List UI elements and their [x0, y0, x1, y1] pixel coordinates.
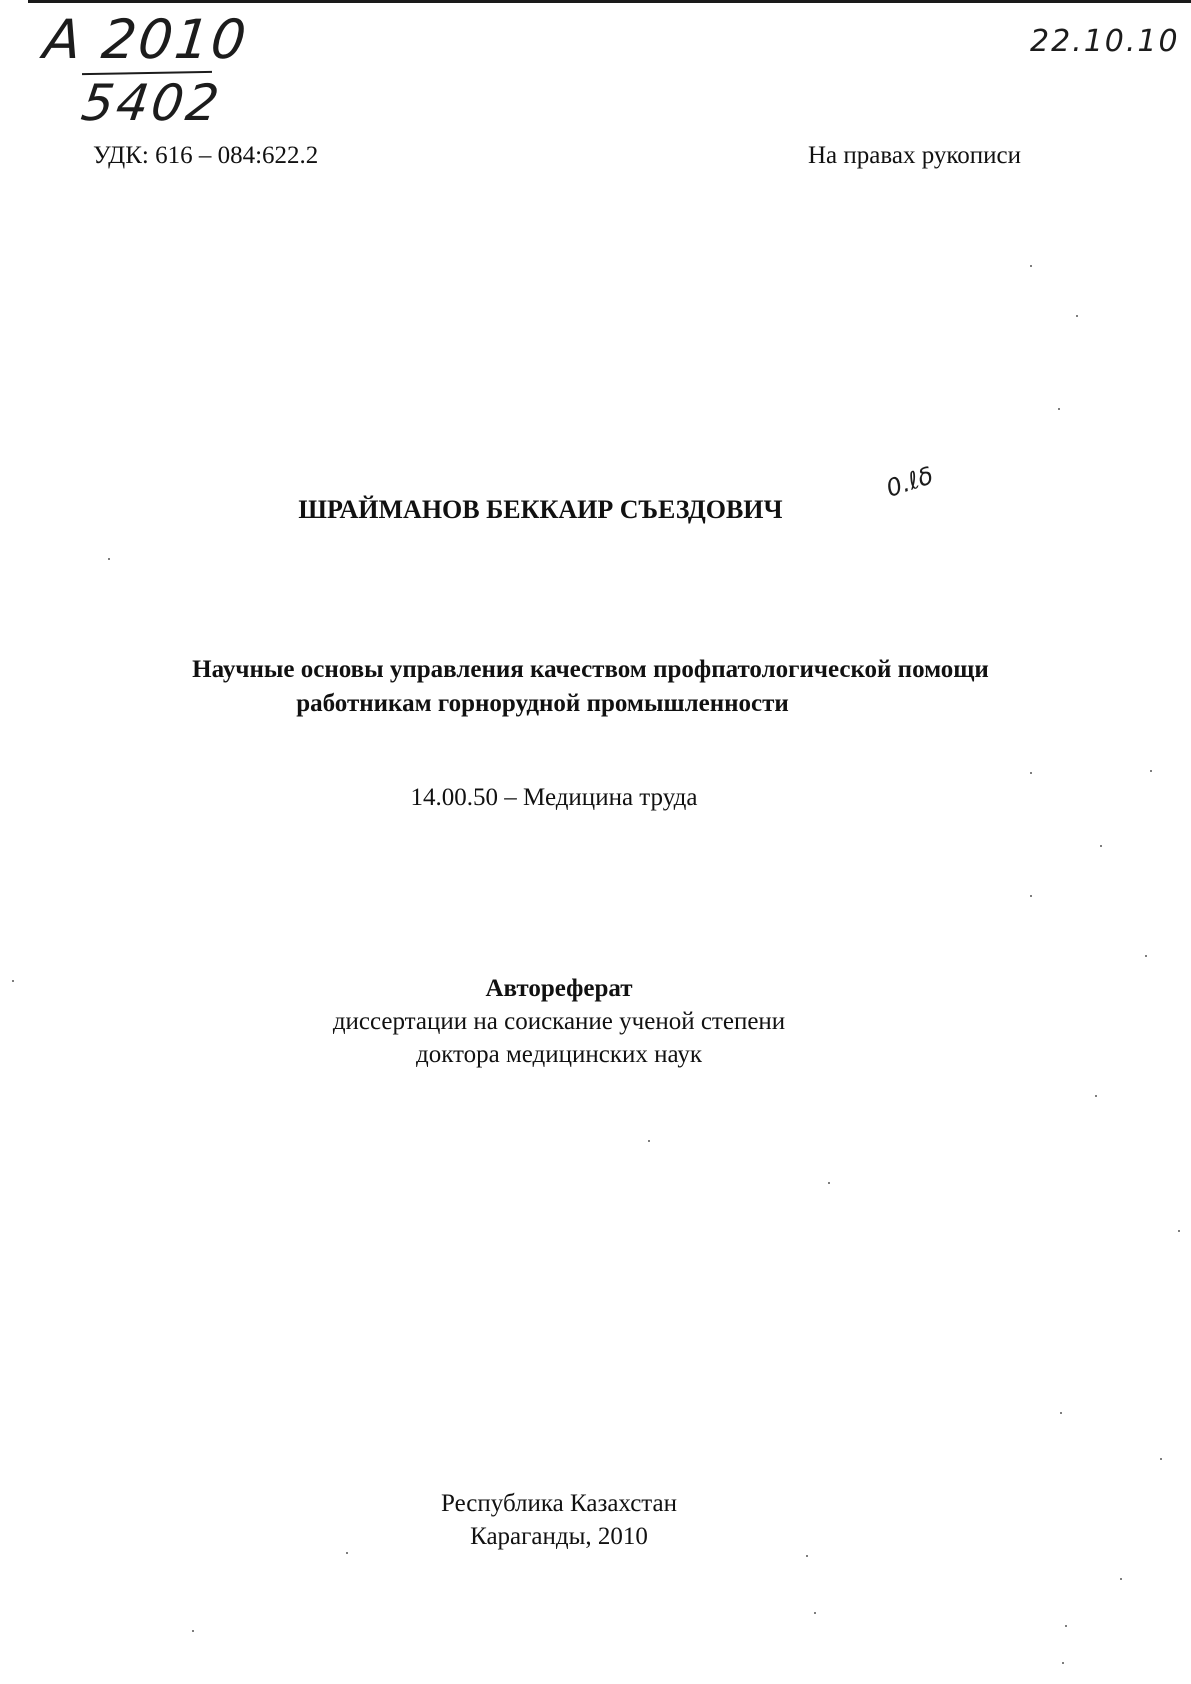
- scan-speck: [108, 558, 110, 560]
- abstract-description-line-2: доктора медицинских наук: [415, 1041, 703, 1068]
- scan-speck: [1120, 1578, 1122, 1580]
- handwritten-margin-mark: 0.ℓδ: [882, 461, 937, 503]
- scan-speck: [814, 1612, 816, 1614]
- scan-speck: [192, 1630, 194, 1632]
- scan-speck: [1062, 1662, 1064, 1664]
- scan-speck: [1076, 315, 1078, 317]
- specialty-code: 14.00.50 – Медицина труда: [410, 784, 698, 811]
- page-top-edge: [28, 0, 1191, 3]
- scan-speck: [1030, 772, 1032, 774]
- abstract-heading: Автореферат: [485, 975, 633, 1002]
- publication-city-year: Караганды, 2010: [470, 1523, 648, 1550]
- scan-speck: [1145, 955, 1147, 957]
- scan-speck: [1178, 1230, 1180, 1232]
- scan-speck: [1060, 1412, 1062, 1414]
- publication-country: Республика Казахстан: [441, 1490, 677, 1517]
- scan-speck: [346, 1552, 348, 1554]
- dissertation-title-line-2: работникам горнорудной промышленности: [296, 690, 789, 717]
- udk-code: УДК: 616 – 084:622.2: [93, 142, 319, 169]
- scan-speck: [1160, 1458, 1162, 1460]
- scan-speck: [1030, 895, 1032, 897]
- handwritten-archive-number: 5402: [77, 74, 226, 132]
- author-name: ШРАЙМАНОВ БЕККАИР СЪЕЗДОВИЧ: [298, 495, 783, 524]
- scan-speck: [1150, 770, 1152, 772]
- handwritten-date: 22.10.10: [1030, 24, 1180, 59]
- scan-speck: [1030, 265, 1032, 267]
- scan-speck: [1065, 1625, 1067, 1627]
- scan-speck: [806, 1555, 808, 1557]
- scan-speck: [648, 1140, 650, 1142]
- scan-speck: [1095, 1095, 1097, 1097]
- handwritten-archive-code: А 2010: [40, 8, 251, 71]
- dissertation-title-line-1: Научные основы управления качеством профпатологической помощи: [192, 656, 989, 683]
- manuscript-rights-note: На правах рукописи: [808, 142, 1021, 169]
- scan-speck: [12, 980, 14, 982]
- scan-speck: [828, 1182, 830, 1184]
- scan-speck: [1058, 408, 1060, 410]
- abstract-description-line-1: диссертации на соискание ученой степени: [332, 1008, 786, 1035]
- scan-speck: [1100, 845, 1102, 847]
